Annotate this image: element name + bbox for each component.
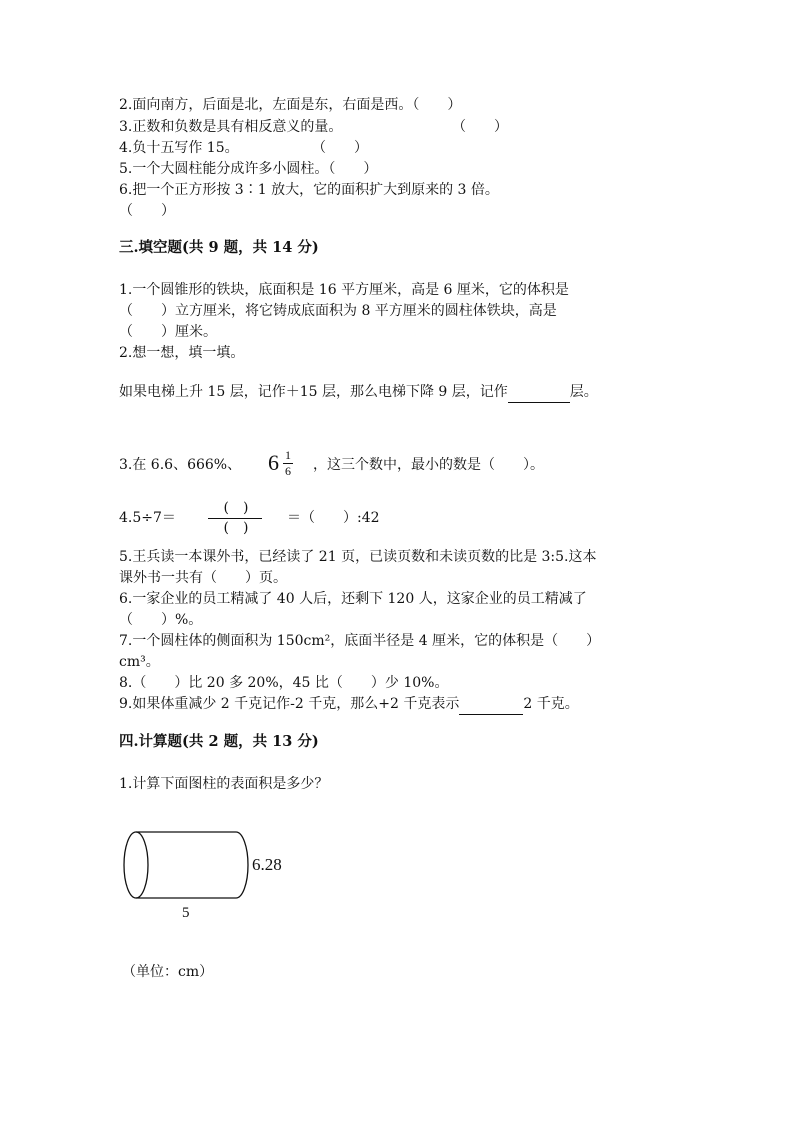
fill-question-3-prefix: 3.在 6.6、666%、 [119,457,242,473]
mixed-number-denominator: 6 [285,464,291,478]
fill-question-1-line3: （ ）厘米。 [119,324,217,340]
mixed-number-whole: 6 [268,450,279,475]
cylinder-height-label: 6.28 [252,855,282,874]
tf-question-2: 2.面向南方，后面是北，左面是东，右面是西。（ ） [119,97,462,113]
tf-question-4-answer[interactable]: （ ） [312,140,368,156]
fill-question-8: 8.（ ）比 20 多 20%，45 比（ ）少 10%。 [119,675,449,691]
fill-question-9 [119,694,579,715]
tf-question-4: 4.负十五写作 15。 [119,140,239,156]
fraction-numerator-blank[interactable]: ( ) [223,500,249,516]
mixed-number-numerator: 1 [285,448,291,462]
tf-question-3-answer[interactable]: （ ） [452,119,508,135]
fill-question-3-suffix: ，这三个数中，最小的数是（ ）。 [313,457,544,473]
fill-question-9-text: 9.如果体重减少 2 千克记作-2 千克，那么+2 千克表示 [119,696,460,712]
fill-question-1-line2: （ ）立方厘米，将它铸成底面积为 8 平方厘米的圆柱体铁块，高是 [119,303,557,319]
tf-question-3: 3.正数和负数是具有相反意义的量。 [119,119,343,135]
tf-question-5: 5.一个大圆柱能分成许多小圆柱。（ ） [119,161,378,177]
fill-question-6-line2: （ ）%。 [119,612,203,628]
fill-question-5-line1: 5.王兵读一本课外书，已经读了 21 页，已读页数和未读页数的比是 3:5.这本 [119,549,597,565]
cylinder-figure [115,822,305,927]
section-3-heading: 三.填空题(共 9 题，共 14 分) [119,239,319,256]
cylinder-left-base [124,832,148,898]
fill-question-2-sub [119,382,598,403]
cylinder-right-base [236,832,248,898]
fill-question-9-blank[interactable] [459,694,523,715]
fraction-denominator-blank[interactable]: ( ) [223,520,249,536]
fill-question-9-unit: 2 千克。 [523,696,579,712]
fill-question-1-line1: 1.一个圆锥形的铁块，底面积是 16 平方厘米，高是 6 厘米，它的体积是 [119,282,569,298]
fill-question-2-unit: 层。 [569,384,598,400]
tf-question-6: 6.把一个正方形按 3∶1 放大，它的面积扩大到原来的 3 倍。 [119,182,499,198]
fill-question-5-line2: 课外书一共有（ ）页。 [119,570,287,586]
fill-question-6-line1: 6.一家企业的员工精减了 40 人后，还剩下 120 人，这家企业的员工精减了 [119,591,587,607]
cylinder-length-label: 5 [182,905,190,921]
fill-question-2-text: 如果电梯上升 15 层，记作＋15 层，那么电梯下降 9 层，记作 [119,384,508,400]
fill-question-2-blank[interactable] [508,382,570,403]
fill-question-4-suffix: ＝（ ）:42 [287,510,380,526]
unit-note: （单位：cm） [122,964,214,980]
fill-question-2: 2.想一想，填一填。 [119,345,245,361]
calc-question-1: 1.计算下面图柱的表面积是多少？ [119,776,329,792]
fill-question-7-line2: cm³。 [119,654,160,670]
section-4-heading: 四.计算题(共 2 题，共 13 分) [119,733,319,750]
fill-question-7-line1: 7.一个圆柱体的侧面积为 150cm²，底面半径是 4 厘米，它的体积是（ ） [119,633,601,649]
tf-question-6-answer[interactable]: （ ） [119,203,175,219]
fill-question-4-prefix: 4.5÷7＝ [119,510,176,526]
